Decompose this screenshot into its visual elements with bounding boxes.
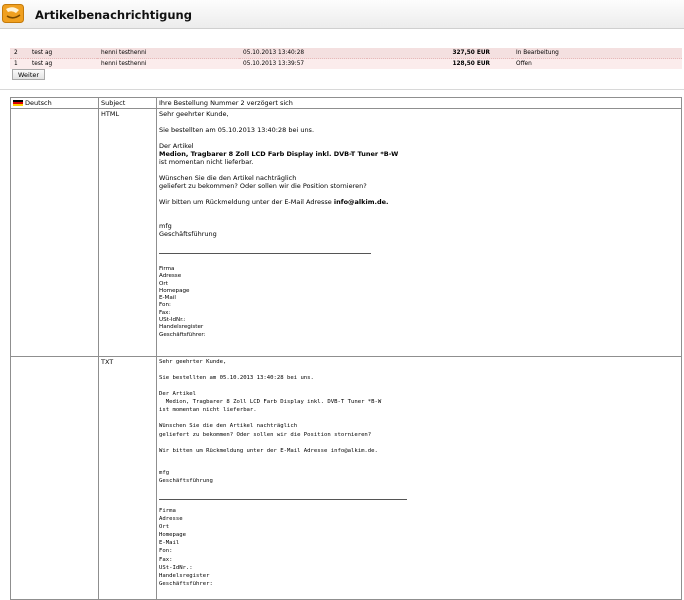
- footer-line: Fon:: [159, 548, 173, 555]
- order-status: In Bearbeitung: [516, 50, 559, 56]
- footer-line: E-Mail: [159, 540, 180, 547]
- question-line-2: geliefert zu bekommen? Oder sollen wir die Position stornieren?: [159, 182, 367, 190]
- txt-row: [11, 357, 682, 600]
- question-block: [159, 422, 679, 438]
- closing: mfg: [159, 469, 170, 476]
- table-row[interactable]: [10, 59, 682, 70]
- footer-line: Ort: [159, 280, 168, 287]
- html-row: [11, 109, 682, 357]
- closing-block: [159, 222, 679, 238]
- order-contact: henni testhenni: [101, 61, 147, 67]
- order-id: 1: [14, 61, 18, 67]
- txt-label: TXT: [99, 357, 157, 600]
- feedback-email: info@alkim.de.: [333, 198, 389, 206]
- html-email-body: [159, 110, 679, 355]
- footer-line: Geschäftsführer:: [159, 580, 213, 587]
- closing: mfg: [159, 222, 172, 230]
- footer-line: Fax:: [159, 556, 173, 563]
- orders-table: [10, 48, 682, 69]
- divider: [0, 89, 684, 90]
- question-line-1: Wünschen Sie die den Artikel nachträglich: [159, 174, 297, 182]
- signature: Geschäftsführung: [159, 230, 217, 238]
- page-title: Artikelbenachrichtigung: [35, 8, 192, 22]
- article-block: [159, 142, 679, 166]
- footer-line: USt-IdNr.:: [159, 317, 186, 324]
- footer-block: [159, 266, 679, 339]
- order-date: 05.10.2013 13:40:28: [243, 50, 305, 56]
- order-amount: 128,50 EUR: [452, 61, 490, 67]
- article-name: Medion, Tragbarer 8 Zoll LCD Farb Display inkl. DVB-T Tuner *B-W: [159, 150, 399, 158]
- greeting: Sehr geehrter Kunde,: [159, 110, 229, 118]
- question-line-1: Wünschen Sie die den Artikel nachträglich: [159, 423, 298, 430]
- html-label: HTML: [99, 109, 157, 357]
- footer-line: E-Mail: [159, 295, 176, 302]
- order-date: 05.10.2013 13:39:57: [243, 61, 305, 67]
- mail-template-table: [10, 97, 682, 600]
- html-body-field[interactable]: [157, 109, 682, 357]
- footer-line: USt-IdNr.:: [159, 564, 193, 571]
- closing-block: [159, 469, 679, 485]
- greeting: Sehr geehrter Kunde,: [159, 359, 227, 365]
- footer-line: Geschäftsführer:: [159, 331, 206, 338]
- page-header: [0, 0, 684, 29]
- unavailable-text: ist momentan nicht lieferbar.: [159, 407, 257, 414]
- footer-line: Adresse: [159, 516, 183, 523]
- language-label: Deutsch: [25, 99, 52, 107]
- weiter-button[interactable]: Weiter: [12, 69, 45, 80]
- article-intro: Der Artikel: [159, 391, 197, 398]
- ordered-text: Sie bestellten am 05.10.2013 13:40:28 bei uns.: [159, 375, 314, 382]
- article-name: Medion, Tragbarer 8 Zoll LCD Farb Display inkl. DVB-T Tuner *B-W: [159, 399, 382, 406]
- footer-line: Homepage: [159, 287, 190, 294]
- feedback-text: Wir bitten um Rückmeldung unter der E-Mail Adresse info@alkim.de.: [159, 447, 378, 454]
- footer-line: Homepage: [159, 532, 186, 539]
- empty-cell: [11, 109, 99, 357]
- subject-row: [11, 98, 682, 109]
- footer-line: Fon:: [159, 302, 171, 309]
- order-status: Offen: [516, 61, 532, 67]
- german-flag-icon: [13, 100, 23, 106]
- question-block: [159, 174, 679, 190]
- table-row[interactable]: [10, 48, 682, 59]
- signature-divider: [159, 499, 407, 500]
- footer-line: Handelsregister: [159, 324, 204, 331]
- subject-field[interactable]: Ihre Bestellung Nummer 2 verzögert sich: [157, 98, 682, 109]
- order-contact: henni testhenni: [101, 50, 147, 56]
- empty-cell: [11, 357, 99, 600]
- order-amount: 327,50 EUR: [452, 50, 490, 56]
- footer-line: Adresse: [159, 273, 182, 280]
- order-customer: test ag: [32, 61, 53, 67]
- ordered-text: Sie bestellten am 05.10.2013 13:40:28 bei uns.: [159, 126, 315, 134]
- footer-line: Handelsregister: [159, 572, 210, 579]
- article-intro: Der Artikel: [159, 142, 194, 150]
- footer-line: Firma: [159, 266, 175, 272]
- footer-block: [159, 507, 679, 588]
- language-cell: [11, 98, 99, 109]
- unavailable-text: ist momentan nicht lieferbar.: [159, 158, 254, 166]
- footer-line: Ort: [159, 524, 170, 531]
- feedback-block: [159, 198, 679, 206]
- signature: Geschäftsführung: [159, 477, 213, 484]
- txt-email-body: [159, 358, 679, 598]
- feedback-text: Wir bitten um Rückmeldung unter der E-Mail Adresse: [159, 198, 332, 206]
- signature-divider: [159, 253, 371, 254]
- app-logo-icon: [2, 4, 24, 23]
- subject-label: Subject: [99, 98, 157, 109]
- footer-line: Fax:: [159, 309, 171, 316]
- order-id: 2: [14, 50, 18, 56]
- txt-body-field[interactable]: [157, 357, 682, 600]
- question-line-2: geliefert zu bekommen? Oder sollen wir die Position stornieren?: [159, 431, 372, 438]
- order-customer: test ag: [32, 50, 53, 56]
- article-block: [159, 390, 679, 414]
- footer-line: Firma: [159, 507, 176, 514]
